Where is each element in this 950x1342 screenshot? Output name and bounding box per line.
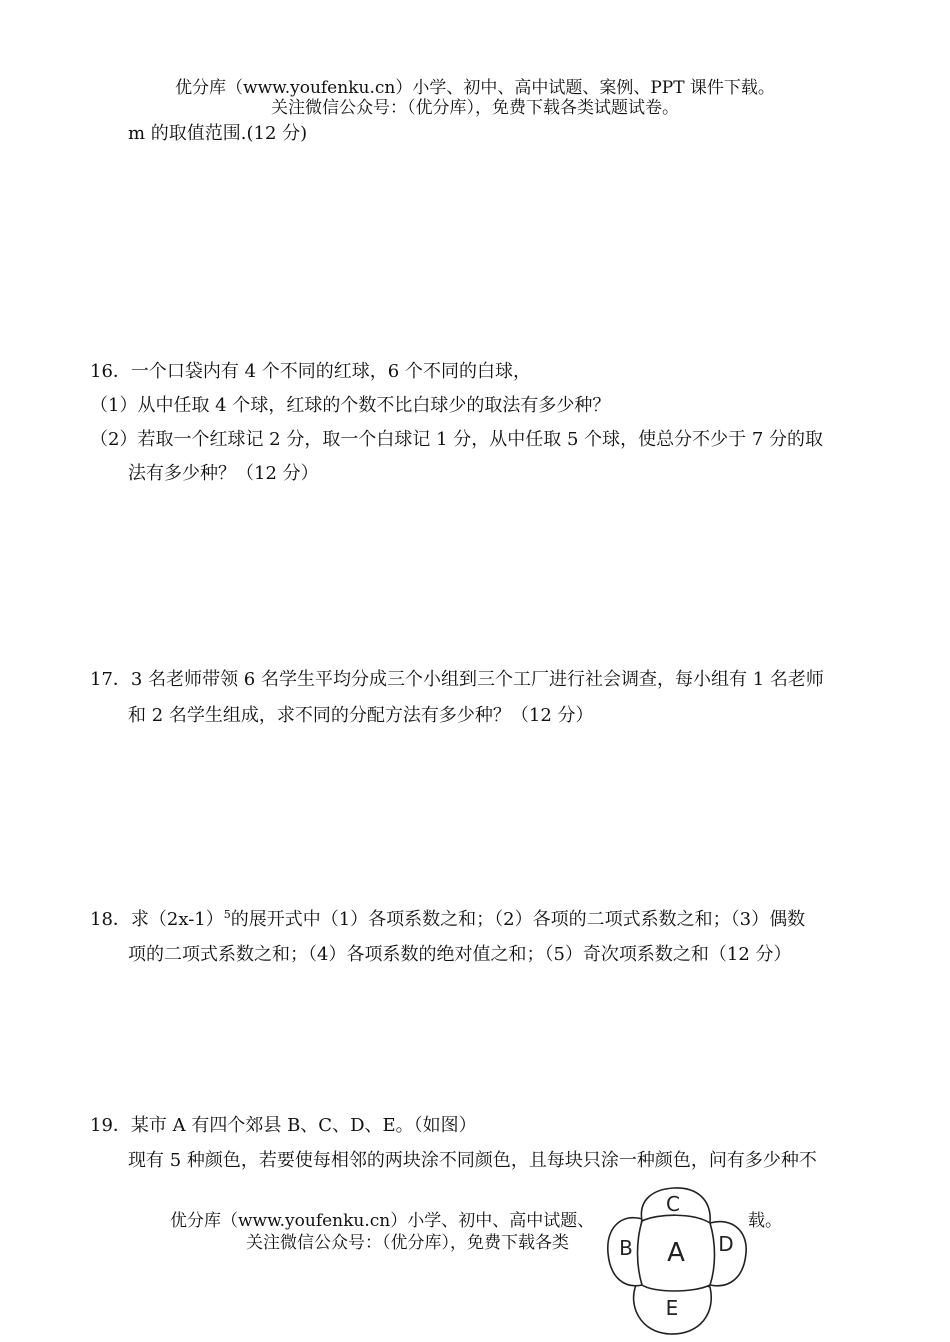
label-b: B xyxy=(619,1236,633,1260)
q17-line-1: 17．3 名老师带领 6 名学生平均分成三个小组到三个工厂进行社会调查，每小组有 1 名老师 xyxy=(90,669,824,690)
q19-line-1: 19．某市 A 有四个郊县 B、C、D、E。（如图） xyxy=(90,1115,477,1136)
region-map-figure xyxy=(598,1185,758,1335)
q19-line-2: 现有 5 种颜色，若要使每相邻的两块涂不同颜色，且每块只涂一种颜色，问有多少种不 xyxy=(128,1150,817,1171)
footer-line-1-right: 载。 xyxy=(748,1211,782,1231)
q16-line-2: （1）从中任取 4 个球，红球的个数不比白球少的取法有多少种？ xyxy=(90,395,611,416)
label-d: D xyxy=(718,1232,734,1256)
label-c: C xyxy=(666,1192,680,1216)
header-line-1: 优分库（www.youfenku.cn）小学、初中、高中试题、案例、PPT 课件下载。 xyxy=(175,78,775,98)
q18-exponent: 5 xyxy=(223,908,231,921)
label-a: A xyxy=(667,1238,685,1268)
q18-line-1 xyxy=(90,909,805,931)
footer-line-1-left: 优分库（www.youfenku.cn）小学、初中、高中试题、 xyxy=(170,1211,595,1231)
label-e: E xyxy=(665,1296,679,1320)
q18-line-2: 项的二项式系数之和；（4）各项系数的绝对值之和；（5）奇次项系数之和（12 分） xyxy=(128,944,792,965)
q18-prefix: 18．求（2x-1） xyxy=(90,909,224,930)
q15-tail: m 的取值范围.(12 分) xyxy=(128,123,308,144)
footer-line-2: 关注微信公众号：（优分库），免费下载各类 xyxy=(246,1233,569,1253)
header-line-2: 关注微信公众号：（优分库），免费下载各类试题试卷。 xyxy=(271,98,679,118)
q16-line-3: （2）若取一个红球记 2 分，取一个白球记 1 分，从中任取 5 个球，使总分不少于 7 分的取 xyxy=(90,429,824,450)
q18-suffix: 的展开式中（1）各项系数之和；（2）各项的二项式系数之和；（3）偶数 xyxy=(230,909,806,930)
q17-line-2: 和 2 名学生组成，求不同的分配方法有多少种？（12 分） xyxy=(128,705,594,726)
q16-line-4: 法有多少种？（12 分） xyxy=(128,463,319,484)
q16-line-1: 16．一个口袋内有 4 个不同的红球，6 个不同的白球， xyxy=(90,361,531,382)
